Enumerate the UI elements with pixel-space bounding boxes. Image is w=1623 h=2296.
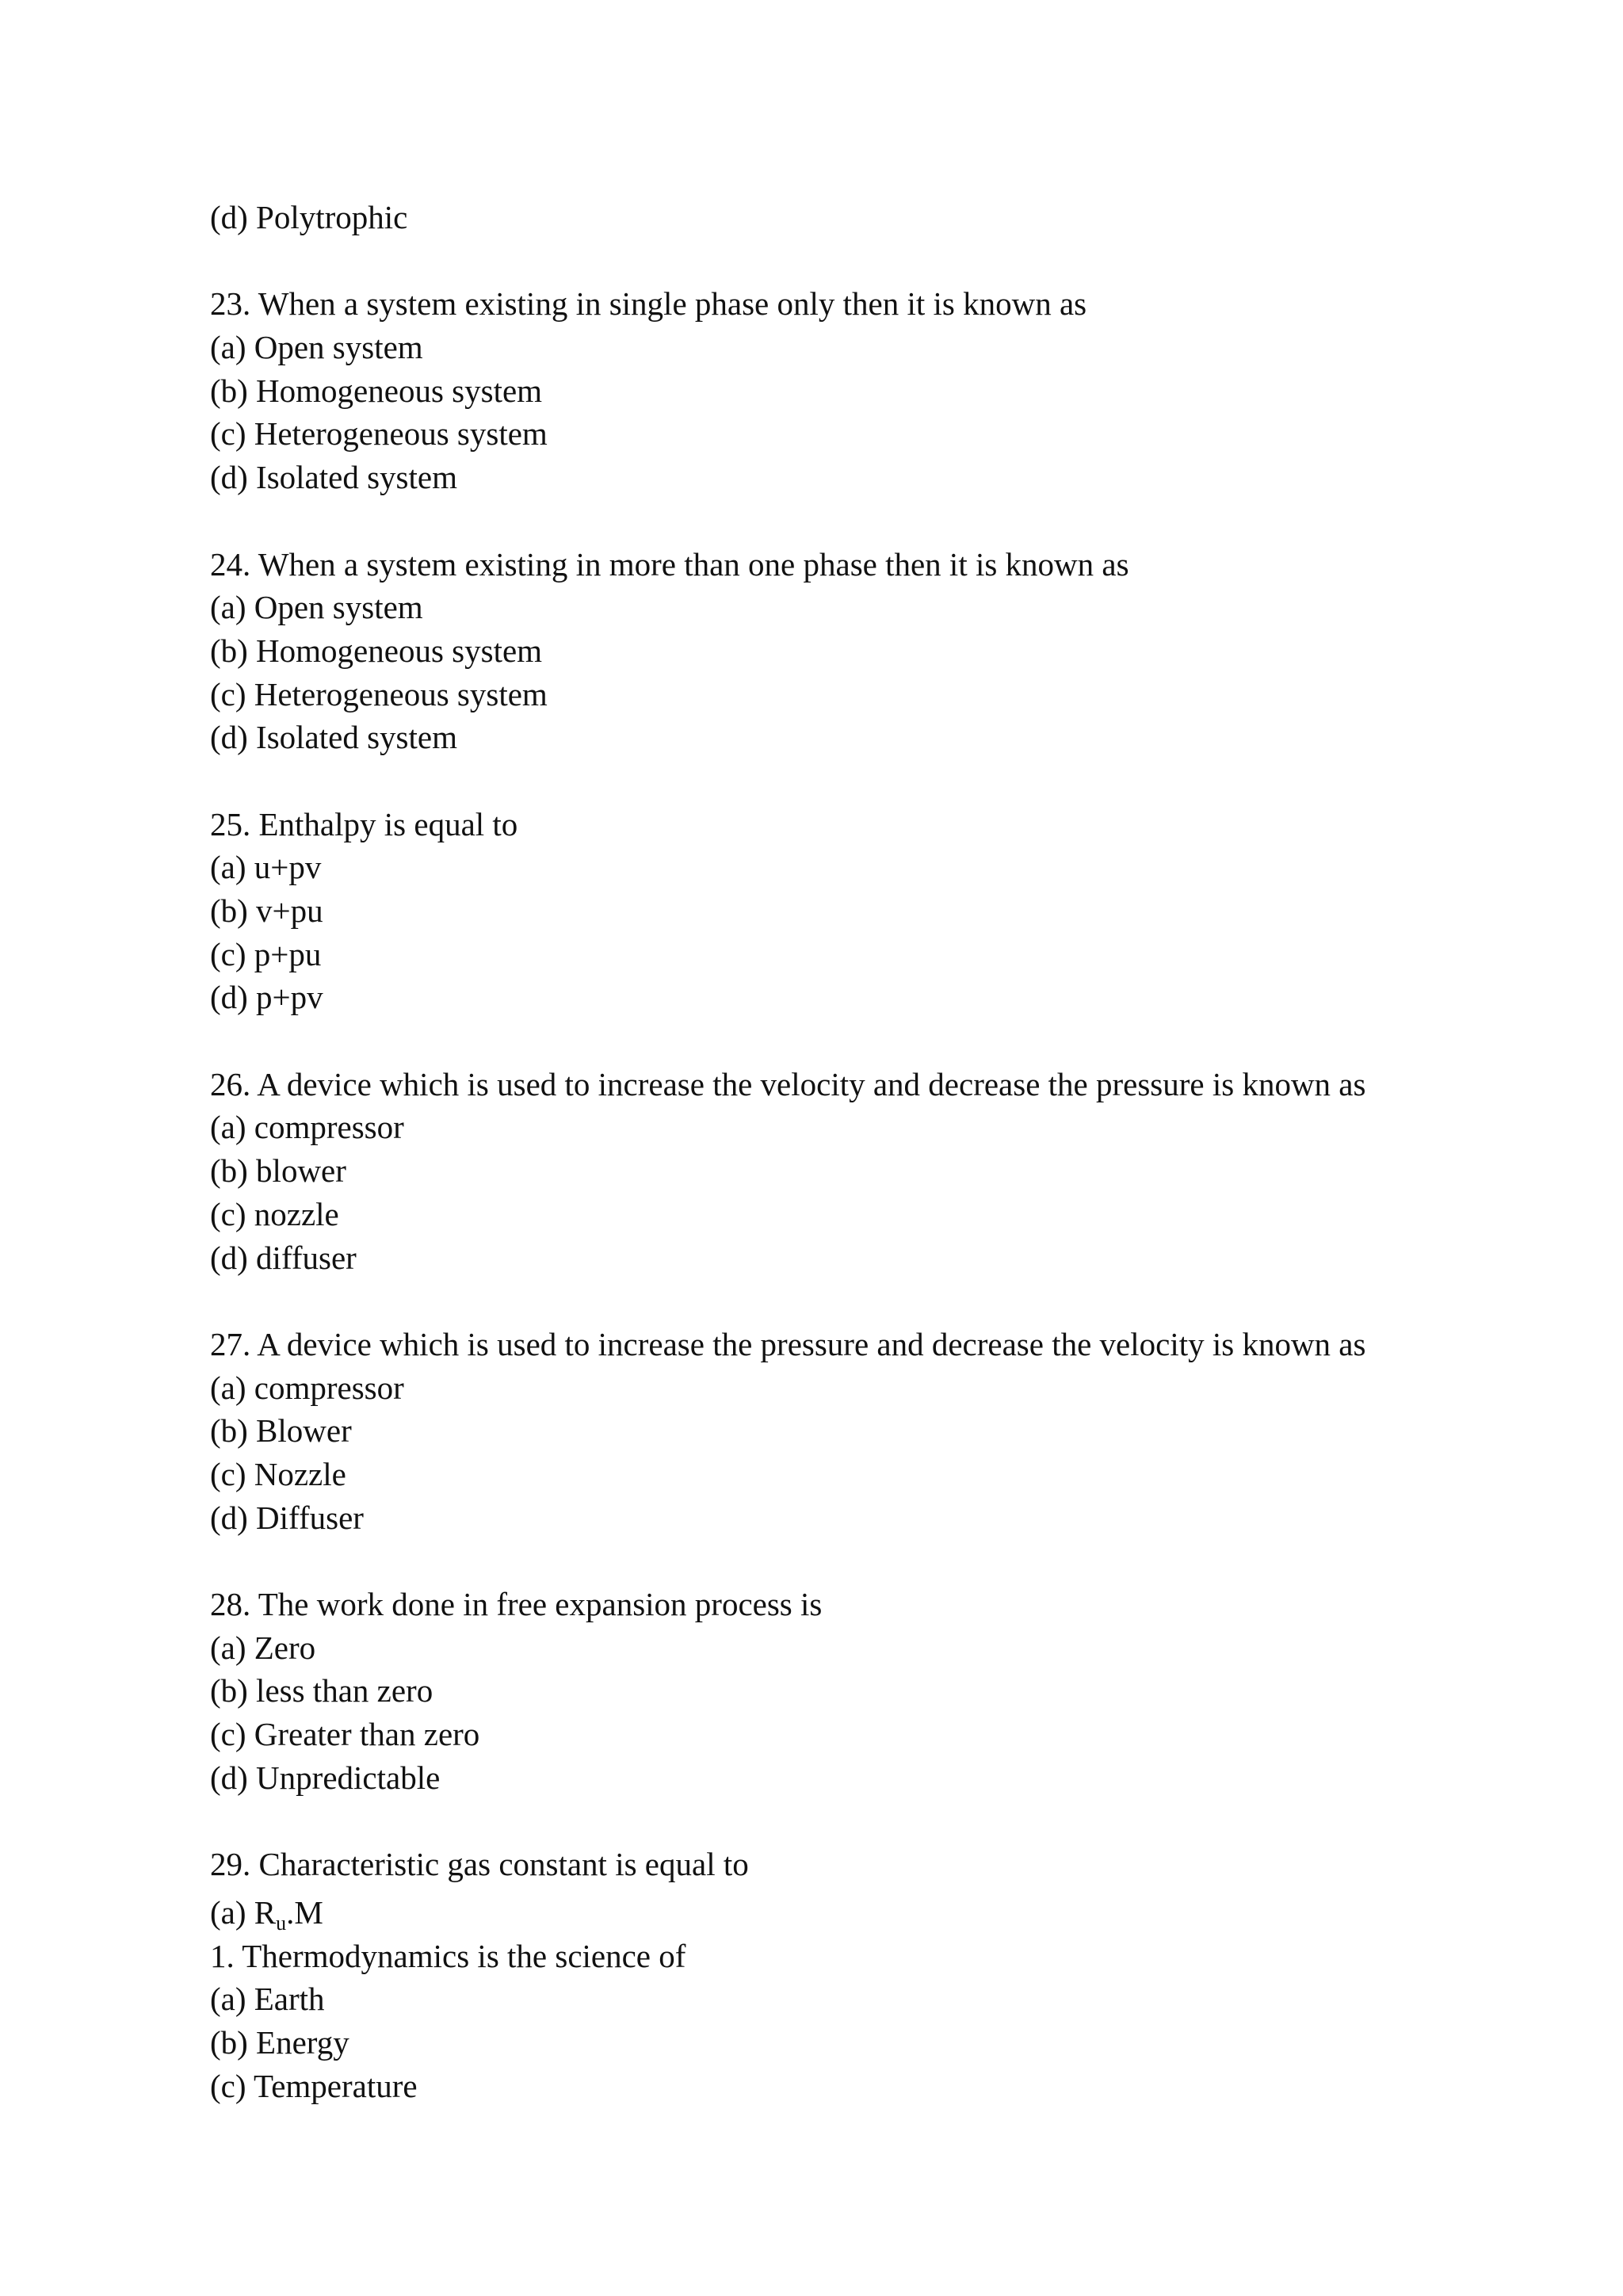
question-28: 28. The work done in free expansion process is bbox=[210, 1586, 823, 1622]
question-list bbox=[210, 196, 1557, 2107]
spacer bbox=[210, 239, 1557, 283]
q25-option-a: (a) u+pv bbox=[210, 849, 322, 886]
q26-option-d: (d) diffuser bbox=[210, 1239, 357, 1276]
q27-option-b: (b) Blower bbox=[210, 1412, 352, 1450]
q28-option-c: (c) Greater than zero bbox=[210, 1716, 480, 1753]
q23-option-a: (a) Open system bbox=[210, 329, 423, 366]
spacer bbox=[210, 1539, 1557, 1583]
q27-option-a: (a) compressor bbox=[210, 1369, 404, 1406]
spacer bbox=[210, 1019, 1557, 1063]
q29-option-a-prefix: (a) R bbox=[210, 1893, 277, 1931]
q28-option-d: (d) Unpredictable bbox=[210, 1759, 441, 1796]
q29-option-a bbox=[210, 1891, 1557, 1935]
question-23: 23. When a system existing in single phase only then it is known as bbox=[210, 285, 1087, 323]
q25-option-b: (b) v+pu bbox=[210, 892, 323, 929]
q25-option-d: (d) p+pv bbox=[210, 979, 323, 1016]
q1-option-a: (a) Earth bbox=[210, 1981, 325, 2018]
q24-option-a: (a) Open system bbox=[210, 589, 423, 626]
spacer bbox=[210, 1799, 1557, 1843]
q1-option-c: (c) Temperature bbox=[210, 2067, 418, 2104]
spacer bbox=[210, 759, 1557, 803]
question-26: 26. A device which is used to increase the velocity and decrease the pressure is known as bbox=[210, 1065, 1366, 1102]
q24-option-c: (c) Heterogeneous system bbox=[210, 675, 548, 712]
question-1: 1. Thermodynamics is the science of bbox=[210, 1937, 686, 1974]
q29-option-a-subscript: u bbox=[276, 1911, 287, 1935]
q29-option-a-suffix: .M bbox=[286, 1893, 323, 1931]
q24-option-d: (d) Isolated system bbox=[210, 719, 457, 756]
q1-option-b: (b) Energy bbox=[210, 2023, 349, 2061]
q25-option-c: (c) p+pu bbox=[210, 935, 322, 972]
q24-option-b: (b) Homogeneous system bbox=[210, 632, 543, 669]
question-24: 24. When a system existing in more than one phase then it is known as bbox=[210, 545, 1129, 583]
q26-option-b: (b) blower bbox=[210, 1152, 346, 1190]
q28-option-a: (a) Zero bbox=[210, 1629, 316, 1666]
q23-option-b: (b) Homogeneous system bbox=[210, 372, 543, 409]
spacer bbox=[210, 499, 1557, 543]
q27-option-c: (c) Nozzle bbox=[210, 1455, 346, 1492]
spacer bbox=[210, 1279, 1557, 1323]
question-27: 27. A device which is used to increase the pressure and decrease the velocity is known as bbox=[210, 1325, 1366, 1362]
option-d-polytrophic: (d) Polytrophic bbox=[210, 199, 408, 235]
q23-option-c: (c) Heterogeneous system bbox=[210, 415, 548, 453]
q28-option-b: (b) less than zero bbox=[210, 1672, 433, 1710]
q26-option-c: (c) nozzle bbox=[210, 1195, 339, 1232]
question-29: 29. Characteristic gas constant is equal to bbox=[210, 1846, 749, 1883]
question-25: 25. Enthalpy is equal to bbox=[210, 805, 518, 842]
q23-option-d: (d) Isolated system bbox=[210, 459, 457, 496]
q27-option-d: (d) Diffuser bbox=[210, 1499, 364, 1536]
q26-option-a: (a) compressor bbox=[210, 1109, 404, 1146]
